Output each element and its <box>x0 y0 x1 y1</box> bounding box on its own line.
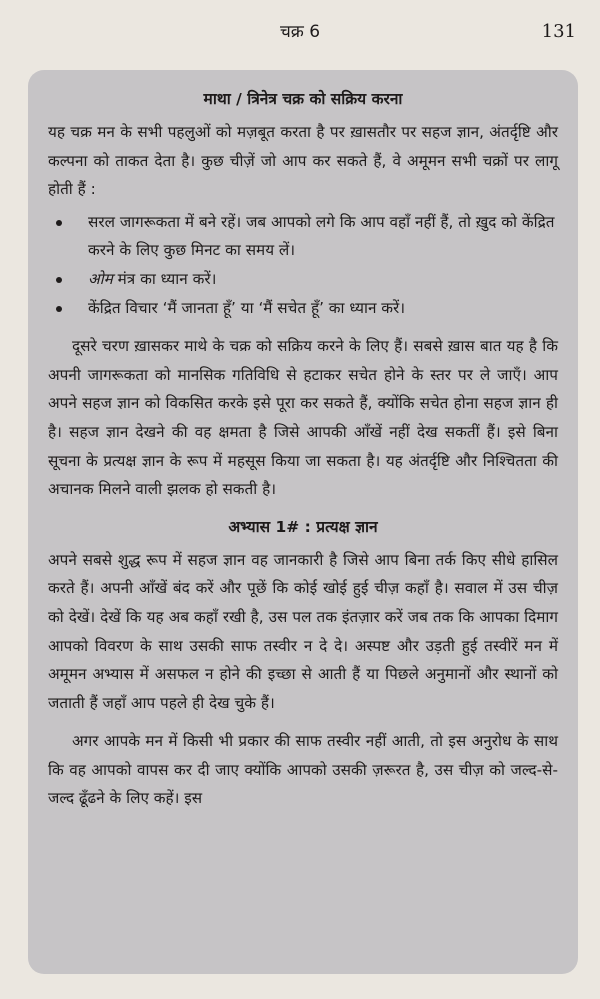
bullet-text: मंत्र का ध्यान करें। <box>112 269 217 288</box>
bullet-icon <box>56 277 62 283</box>
bullet-icon <box>56 306 62 312</box>
page-number: 131 <box>541 21 576 42</box>
bullet-item <box>88 265 558 294</box>
intro-paragraph: यह चक्र मन के सभी पहलुओं को मज़बूत करता है पर ख़ासतौर पर सहज ज्ञान, अंतर्दृष्टि और कल्पना को ताकत देता है। कुछ चीज़ें जो आप कर सकते हैं, वे अमूमन सभी चक्रों पर लागू होती हैं : <box>48 123 558 199</box>
bullet-item <box>88 208 558 265</box>
content-panel <box>28 70 578 974</box>
exercise-heading: अभ्यास 1# : प्रत्यक्ष ज्ञान <box>228 517 378 536</box>
running-head: चक्र 6 <box>279 22 321 42</box>
exercise-paragraph: अपने सबसे शुद्ध रूप में सहज ज्ञान वह जानकारी है जिसे आप बिना तर्क किए सीधे हासिल करते हैं। अपनी आँखें बंद करें और पूछें कि कोई खोई हुई चीज़ कहाँ है। सवाल में उस चीज़ को देखें। देखें कि यह अब कहाँ रखी है, उस पल तक इंतज़ार करें जब तक कि आपका दिमाग आपको विवरण के साथ उसकी साफ तस्वीर न दे दे। अस्पष्ट और उड़ती हुई तस्वीरें मन में अमूमन अभ्यास में असफल न होने की इच्छा से आती हैं या पिछले अनुमानों और स्थानों को जताती हैं जहाँ आप पहले ही देख चुके हैं। <box>48 550 558 712</box>
bullet-text: सरल जागरूकता में बने रहें। जब आपको लगे कि आप वहाँ नहीं हैं, तो ख़ुद को केंद्रित करने के लिए कुछ मिनट का समय लें। <box>88 212 555 260</box>
bullet-italic-word: ओम <box>88 269 113 288</box>
bullet-list <box>48 208 558 322</box>
page-header <box>0 18 600 48</box>
exercise-paragraph: अगर आपके मन में किसी भी प्रकार की साफ तस्वीर नहीं आती, तो इस अनुरोध के साथ कि वह आपको वापस कर दी जाए क्योंकि आपको उसकी ज़रूरत है, उस चीज़ को जल्द-से-जल्द ढूँढने के लिए कहें। इस <box>48 732 558 808</box>
bullet-icon <box>56 220 62 226</box>
body-paragraph: दूसरे चरण ख़ासकर माथे के चक्र को सक्रिय करने के लिए हैं। सबसे ख़ास बात यह है कि अपनी जागरूकता को मानसिक गतिविधि से हटाकर सचेत होने के स्तर पर ले जाएँ। आप अपने सहज ज्ञान को विकसित करके इसे पूरा कर सकते हैं, क्योंकि सचेत होना सहज ज्ञान ही है। सहज ज्ञान देखने की वह क्षमता है जिसे आपकी आँखें नहीं देख सकतीं हैं। इसे बिना सूचना के प्रत्यक्ष ज्ञान के रूप में महसूस किया जा सकता है। यह अंतर्दृष्टि और निश्चितता की अचानक मिलने वाली झलक हो सकती है। <box>48 337 558 499</box>
bullet-text: केंद्रित विचार ‘मैं जानता हूँ’ या ‘मैं सचेत हूँ’ का ध्यान करें। <box>88 298 406 317</box>
section-heading: माथा / त्रिनेत्र चक्र को सक्रिय करना <box>203 90 403 108</box>
bullet-item <box>88 294 558 323</box>
